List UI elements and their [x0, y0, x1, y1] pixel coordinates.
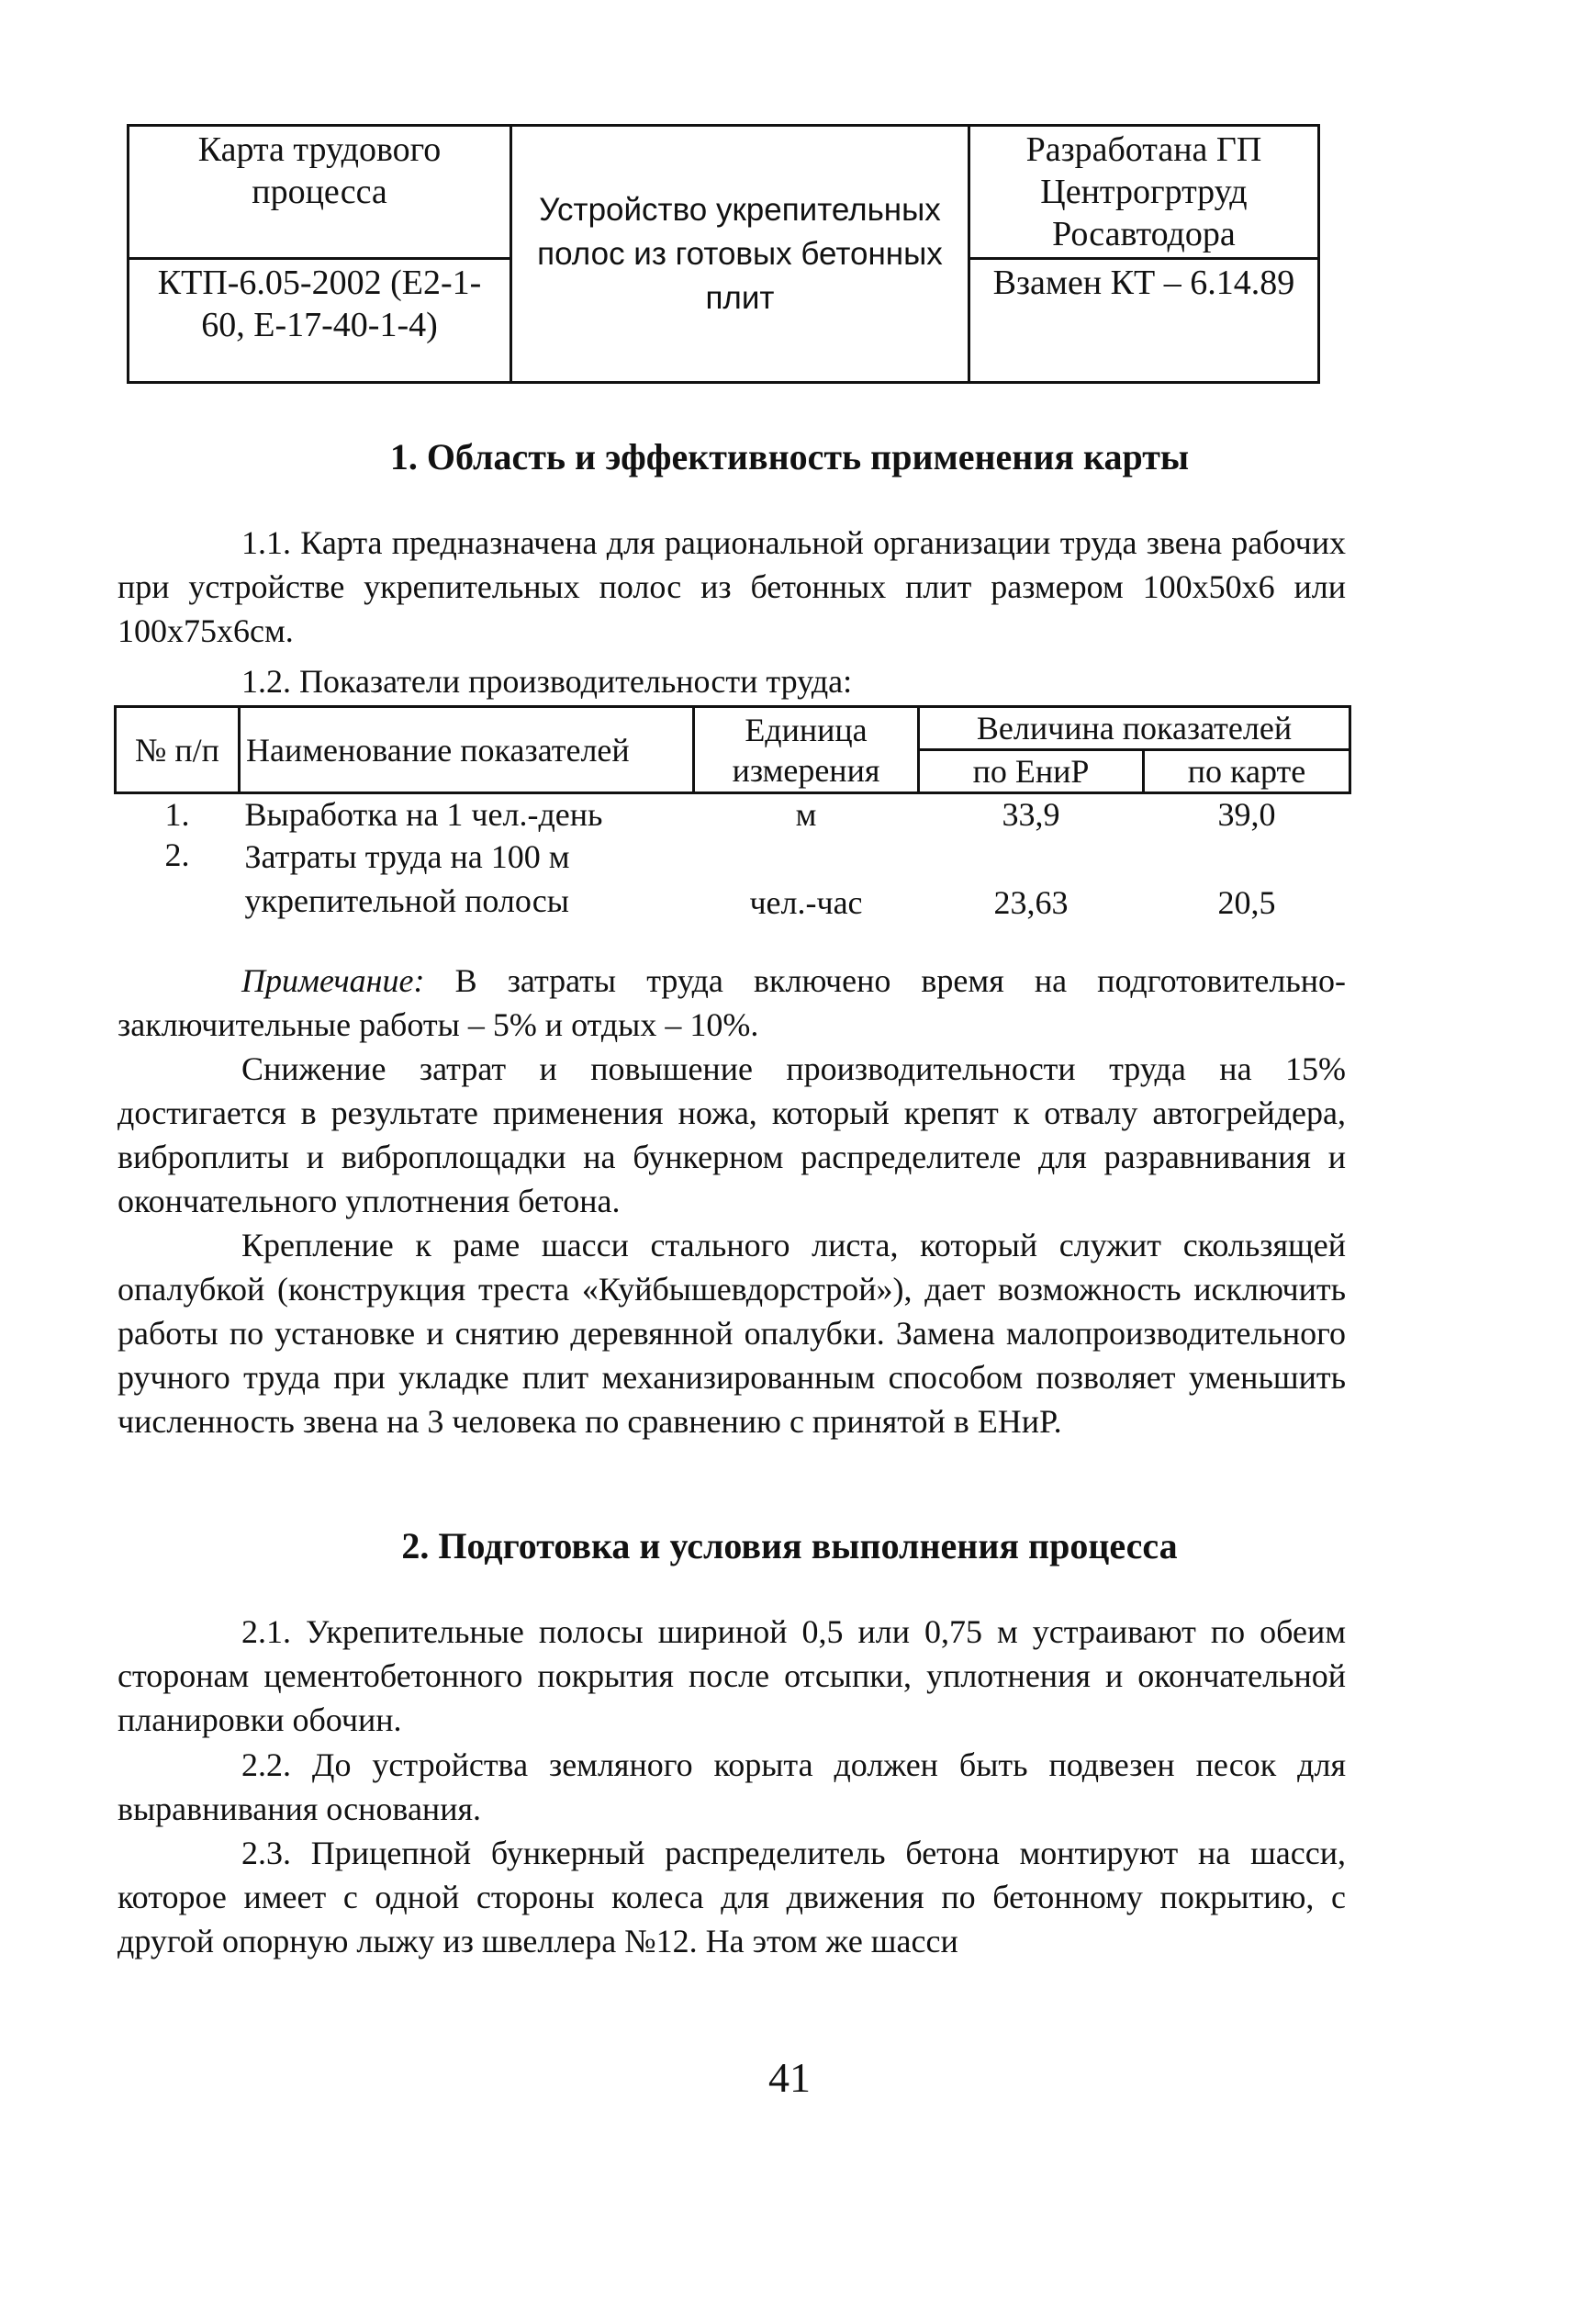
paragraph-reduction: Снижение затрат и повышение производительности труда на 15% достигается в результате применения ножа, который крепят к отвалу автогрейдера, виброплиты и виброплощадки на бункерном распределителе для разравнивания и окончательного уплотнения бетона.: [118, 1050, 1346, 1219]
developer-cell: [969, 126, 1318, 259]
card-title: Устройство укрепительных полос из готовых бетонных плит: [537, 191, 943, 316]
paragraph-2-2: 2.2. До устройства земляного корыта должен быть подвезен песок для выравнивания основания.: [118, 1746, 1346, 1827]
card-label: Карта трудового процесса: [197, 130, 442, 211]
row-card: 20,5: [1217, 884, 1276, 921]
header-table: [127, 124, 1320, 384]
note-text: В затраты труда включено время на подготовительно-заключительные работы – 5% и отдых – 10%.: [118, 962, 1346, 1043]
card-label-cell: [129, 126, 511, 259]
note-paragraph: [118, 959, 1346, 1047]
row-name: Затраты труда на 100 м укрепительной полосы: [244, 838, 570, 919]
paragraph-2-1: 2.1. Укрепительные полосы шириной 0,5 или 0,75 м устраивают по обеим сторонам цементобетонного покрытия после отсыпки, уплотнения и окончательной планировки обочин.: [118, 1613, 1346, 1738]
paragraph-mounting: Крепление к раме шасси стального листа, который служит скользящей опалубкой (конструкция треста «Куйбышевдорстрой»), дает возможность исключить работы по установке и снятию деревянной опалубки. Замена малопроизводительного ручного труда при укладке плит механизированным способом позволяет уменьшить численность звена на 3 человека по сравнению с принятой в ЕНиР.: [118, 1227, 1346, 1440]
row-name: Выработка на 1 чел.-день: [244, 796, 603, 833]
col-num-header: № п/п: [116, 707, 240, 793]
row-unit: м: [795, 796, 817, 833]
table-row: [116, 835, 1350, 923]
replaces-cell: [969, 259, 1318, 383]
section2-heading: 2. Подготовка и условия выполнения процесса: [401, 1525, 1178, 1566]
indicators-table: [114, 705, 1351, 923]
card-code-cell: [129, 259, 511, 383]
card-code: КТП-6.05-2002 (Е2-1-60, Е-17-40-1-4): [157, 264, 482, 344]
row-enir: 33,9: [1002, 796, 1060, 833]
developer: Разработана ГП Центрогртруд Росавтодора: [1025, 130, 1262, 253]
row-unit: чел.-час: [749, 884, 863, 921]
paragraph-2-3: 2.3. Прицепной бункерный распределитель бетона монтируют на шасси, которое имеет с одной стороны колеса для движения по бетонному покрытию, с другой опорную лыжу из швеллера №12. На этом же шасси: [118, 1835, 1346, 1959]
replaces: Взамен КТ – 6.14.89: [992, 264, 1295, 302]
card-title-cell: [511, 126, 969, 383]
col-enir-header: по ЕниР: [919, 750, 1144, 793]
note-label: Примечание:: [241, 962, 425, 999]
section1-heading: 1. Область и эффективность применения карты: [389, 436, 1190, 477]
paragraph-1-2: 1.2. Показатели производительности труда:: [241, 663, 853, 700]
col-unit-header: Единица измерения: [694, 707, 919, 793]
paragraph-1-1: 1.1. Карта предназначена для рациональной организации труда звена рабочих при устройстве укрепительных полос из бетонных плит размером 100х50х6 или 100х75х6см.: [118, 524, 1346, 649]
row-enir: 23,63: [993, 884, 1069, 921]
col-name-header: Наименование показателей: [240, 707, 694, 793]
row-card: 39,0: [1217, 796, 1276, 833]
row-num: 1.: [164, 796, 190, 833]
table-row: [116, 793, 1350, 836]
col-value-header: Величина показателей: [919, 707, 1350, 750]
col-card-header: по карте: [1144, 750, 1350, 793]
row-num: 2.: [164, 836, 190, 873]
page-number: 41: [768, 2054, 811, 2101]
